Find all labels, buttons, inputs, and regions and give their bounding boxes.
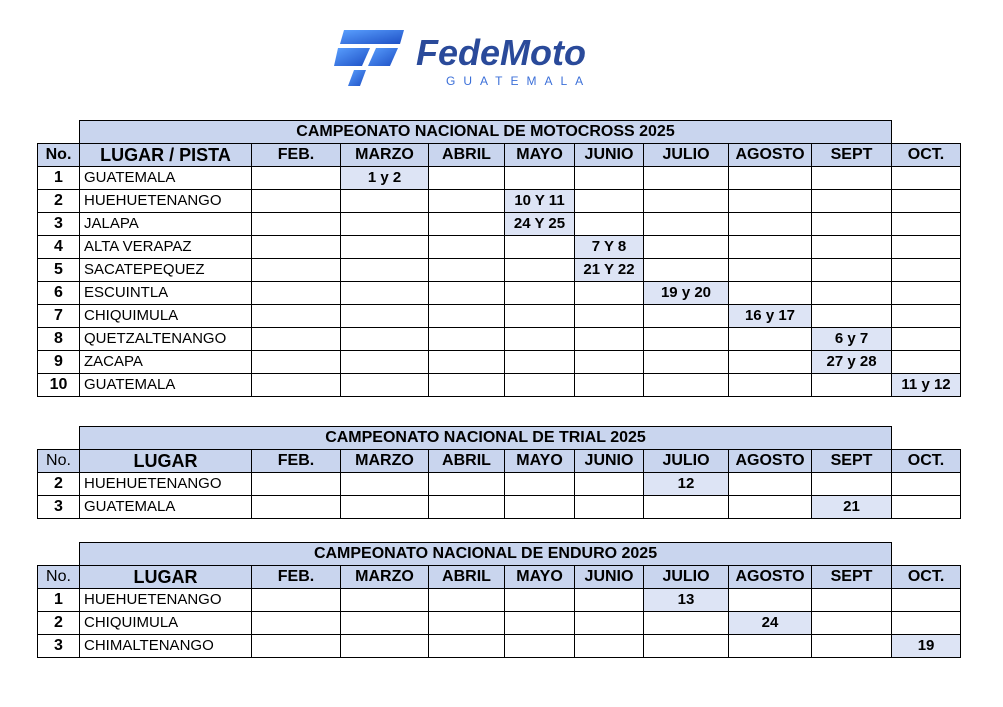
empty-cell bbox=[575, 612, 644, 635]
fedemoto-logo bbox=[332, 26, 632, 92]
empty-cell bbox=[812, 473, 892, 496]
row-number: 2 bbox=[38, 473, 80, 496]
empty-cell bbox=[341, 473, 429, 496]
empty-cell bbox=[252, 374, 341, 397]
empty-cell bbox=[729, 635, 812, 658]
column-header-month: JUNIO bbox=[575, 566, 644, 589]
empty-cell bbox=[505, 328, 575, 351]
empty-cell bbox=[341, 328, 429, 351]
empty-cell bbox=[429, 259, 505, 282]
empty-cell bbox=[575, 635, 644, 658]
empty-cell bbox=[644, 374, 729, 397]
column-header-place: LUGAR bbox=[80, 566, 252, 589]
column-header-no: No. bbox=[38, 144, 80, 167]
row-place: HUEHUETENANGO bbox=[80, 190, 252, 213]
empty-cell bbox=[892, 473, 961, 496]
empty-cell bbox=[429, 236, 505, 259]
empty-cell bbox=[252, 351, 341, 374]
column-header-month: AGOSTO bbox=[729, 144, 812, 167]
table-row bbox=[38, 496, 961, 519]
empty-cell bbox=[505, 282, 575, 305]
empty-cell bbox=[812, 259, 892, 282]
table-title: CAMPEONATO NACIONAL DE MOTOCROSS 2025 bbox=[80, 121, 892, 144]
empty-cell bbox=[341, 351, 429, 374]
empty-cell bbox=[644, 305, 729, 328]
empty-cell bbox=[341, 635, 429, 658]
empty-cell bbox=[812, 236, 892, 259]
empty-cell bbox=[505, 167, 575, 190]
empty-cell bbox=[252, 589, 341, 612]
table-row bbox=[38, 328, 961, 351]
empty-cell bbox=[575, 328, 644, 351]
empty-cell bbox=[812, 305, 892, 328]
row-place: QUETZALTENANGO bbox=[80, 328, 252, 351]
empty-cell bbox=[644, 635, 729, 658]
empty-cell bbox=[892, 167, 961, 190]
empty-cell bbox=[252, 305, 341, 328]
empty-cell bbox=[252, 328, 341, 351]
empty-cell bbox=[892, 589, 961, 612]
table-row bbox=[38, 190, 961, 213]
empty-cell bbox=[729, 167, 812, 190]
empty-cell bbox=[252, 213, 341, 236]
empty-cell bbox=[575, 496, 644, 519]
empty-cell bbox=[341, 305, 429, 328]
empty-cell bbox=[892, 282, 961, 305]
empty-cell bbox=[505, 496, 575, 519]
row-number: 2 bbox=[38, 190, 80, 213]
column-header-month: FEB. bbox=[252, 566, 341, 589]
empty-cell bbox=[644, 213, 729, 236]
empty-cell bbox=[729, 259, 812, 282]
empty-cell bbox=[505, 612, 575, 635]
empty-cell bbox=[575, 305, 644, 328]
motocross-schedule bbox=[37, 120, 960, 397]
empty-cell bbox=[892, 236, 961, 259]
column-header-month: MAYO bbox=[505, 566, 575, 589]
empty-cell bbox=[252, 635, 341, 658]
event-date-cell: 24 Y 25 bbox=[505, 213, 575, 236]
column-header-no: No. bbox=[38, 450, 80, 473]
column-header-month: FEB. bbox=[252, 144, 341, 167]
row-number: 1 bbox=[38, 589, 80, 612]
empty-cell bbox=[729, 190, 812, 213]
table-row bbox=[38, 236, 961, 259]
empty-cell bbox=[341, 612, 429, 635]
row-place: CHIQUIMULA bbox=[80, 305, 252, 328]
empty-cell bbox=[505, 236, 575, 259]
empty-cell bbox=[892, 351, 961, 374]
event-date-cell: 19 bbox=[892, 635, 961, 658]
empty-cell bbox=[575, 282, 644, 305]
column-header-place: LUGAR bbox=[80, 450, 252, 473]
column-header-month: MARZO bbox=[341, 566, 429, 589]
empty-cell bbox=[429, 612, 505, 635]
empty-cell bbox=[729, 496, 812, 519]
empty-cell bbox=[644, 612, 729, 635]
empty-cell bbox=[341, 374, 429, 397]
row-number: 3 bbox=[38, 496, 80, 519]
table-row bbox=[38, 167, 961, 190]
column-header-month: JULIO bbox=[644, 450, 729, 473]
empty-cell bbox=[429, 374, 505, 397]
empty-cell bbox=[429, 473, 505, 496]
event-date-cell: 7 Y 8 bbox=[575, 236, 644, 259]
empty-cell bbox=[812, 190, 892, 213]
header-row bbox=[38, 144, 961, 167]
empty-cell bbox=[729, 328, 812, 351]
empty-cell bbox=[252, 496, 341, 519]
event-date-cell: 6 y 7 bbox=[812, 328, 892, 351]
empty-cell bbox=[892, 496, 961, 519]
empty-cell bbox=[729, 236, 812, 259]
table-title: CAMPEONATO NACIONAL DE ENDURO 2025 bbox=[80, 543, 892, 566]
event-date-cell: 16 y 17 bbox=[729, 305, 812, 328]
row-place: SACATEPEQUEZ bbox=[80, 259, 252, 282]
column-header-month: JUNIO bbox=[575, 144, 644, 167]
empty-cell bbox=[575, 190, 644, 213]
column-header-month: ABRIL bbox=[429, 144, 505, 167]
row-number: 4 bbox=[38, 236, 80, 259]
empty-cell bbox=[812, 635, 892, 658]
event-date-cell: 1 y 2 bbox=[341, 167, 429, 190]
row-place: ZACAPA bbox=[80, 351, 252, 374]
empty-cell bbox=[505, 473, 575, 496]
enduro-schedule bbox=[37, 542, 960, 658]
empty-cell bbox=[341, 496, 429, 519]
column-header-place: LUGAR / PISTA bbox=[80, 144, 252, 167]
empty-cell bbox=[892, 612, 961, 635]
row-number: 1 bbox=[38, 167, 80, 190]
column-header-month: ABRIL bbox=[429, 450, 505, 473]
row-place: GUATEMALA bbox=[80, 496, 252, 519]
row-place: CHIQUIMULA bbox=[80, 612, 252, 635]
empty-cell bbox=[644, 328, 729, 351]
empty-cell bbox=[892, 305, 961, 328]
empty-cell bbox=[341, 589, 429, 612]
event-date-cell: 19 y 20 bbox=[644, 282, 729, 305]
empty-cell bbox=[341, 259, 429, 282]
empty-cell bbox=[812, 167, 892, 190]
empty-cell bbox=[429, 190, 505, 213]
logo-country: GUATEMALA bbox=[446, 74, 592, 88]
empty-cell bbox=[429, 351, 505, 374]
table-row bbox=[38, 351, 961, 374]
column-header-month: OCT. bbox=[892, 566, 961, 589]
empty-cell bbox=[252, 167, 341, 190]
table-row bbox=[38, 589, 961, 612]
header-row bbox=[38, 450, 961, 473]
table-row bbox=[38, 374, 961, 397]
empty-cell bbox=[729, 374, 812, 397]
row-number: 2 bbox=[38, 612, 80, 635]
column-header-month: MAYO bbox=[505, 450, 575, 473]
empty-cell bbox=[252, 236, 341, 259]
table-row bbox=[38, 473, 961, 496]
row-place: JALAPA bbox=[80, 213, 252, 236]
empty-cell bbox=[252, 259, 341, 282]
empty-cell bbox=[252, 612, 341, 635]
empty-cell bbox=[729, 351, 812, 374]
column-header-month: MAYO bbox=[505, 144, 575, 167]
empty-cell bbox=[341, 213, 429, 236]
empty-cell bbox=[505, 635, 575, 658]
header-row bbox=[38, 566, 961, 589]
empty-cell bbox=[505, 374, 575, 397]
row-number: 3 bbox=[38, 635, 80, 658]
table-row bbox=[38, 612, 961, 635]
empty-cell bbox=[505, 259, 575, 282]
event-date-cell: 10 Y 11 bbox=[505, 190, 575, 213]
empty-cell bbox=[575, 167, 644, 190]
empty-cell bbox=[575, 351, 644, 374]
event-date-cell: 27 y 28 bbox=[812, 351, 892, 374]
event-date-cell: 13 bbox=[644, 589, 729, 612]
fedemoto-logo-icon bbox=[332, 26, 406, 88]
row-place: CHIMALTENANGO bbox=[80, 635, 252, 658]
row-place: HUEHUETENANGO bbox=[80, 473, 252, 496]
empty-cell bbox=[429, 328, 505, 351]
empty-cell bbox=[812, 213, 892, 236]
empty-cell bbox=[429, 635, 505, 658]
column-header-no: No. bbox=[38, 566, 80, 589]
empty-cell bbox=[892, 259, 961, 282]
column-header-month: FEB. bbox=[252, 450, 341, 473]
row-number: 9 bbox=[38, 351, 80, 374]
column-header-month: MARZO bbox=[341, 144, 429, 167]
empty-cell bbox=[644, 236, 729, 259]
trial-schedule bbox=[37, 426, 960, 519]
empty-cell bbox=[252, 473, 341, 496]
row-number: 5 bbox=[38, 259, 80, 282]
table-title: CAMPEONATO NACIONAL DE TRIAL 2025 bbox=[80, 427, 892, 450]
row-place: HUEHUETENANGO bbox=[80, 589, 252, 612]
empty-cell bbox=[575, 589, 644, 612]
table-row bbox=[38, 213, 961, 236]
table-row bbox=[38, 305, 961, 328]
row-place: ALTA VERAPAZ bbox=[80, 236, 252, 259]
empty-cell bbox=[812, 612, 892, 635]
column-header-month: JULIO bbox=[644, 566, 729, 589]
empty-cell bbox=[505, 305, 575, 328]
row-number: 3 bbox=[38, 213, 80, 236]
column-header-month: JULIO bbox=[644, 144, 729, 167]
empty-cell bbox=[252, 190, 341, 213]
empty-cell bbox=[812, 282, 892, 305]
event-date-cell: 12 bbox=[644, 473, 729, 496]
column-header-month: AGOSTO bbox=[729, 450, 812, 473]
event-date-cell: 21 bbox=[812, 496, 892, 519]
empty-cell bbox=[644, 167, 729, 190]
table-row bbox=[38, 259, 961, 282]
empty-cell bbox=[341, 236, 429, 259]
empty-cell bbox=[892, 213, 961, 236]
empty-cell bbox=[575, 213, 644, 236]
row-place: GUATEMALA bbox=[80, 167, 252, 190]
empty-cell bbox=[505, 351, 575, 374]
empty-cell bbox=[644, 496, 729, 519]
event-date-cell: 24 bbox=[729, 612, 812, 635]
event-date-cell: 11 y 12 bbox=[892, 374, 961, 397]
empty-cell bbox=[429, 167, 505, 190]
column-header-month: ABRIL bbox=[429, 566, 505, 589]
logo-wordmark: FedeMoto bbox=[416, 32, 586, 73]
empty-cell bbox=[341, 282, 429, 305]
column-header-month: AGOSTO bbox=[729, 566, 812, 589]
table-row bbox=[38, 635, 961, 658]
column-header-month: MARZO bbox=[341, 450, 429, 473]
column-header-month: OCT. bbox=[892, 450, 961, 473]
row-number: 10 bbox=[38, 374, 80, 397]
empty-cell bbox=[729, 589, 812, 612]
empty-cell bbox=[429, 305, 505, 328]
empty-cell bbox=[429, 496, 505, 519]
empty-cell bbox=[892, 328, 961, 351]
column-header-month: OCT. bbox=[892, 144, 961, 167]
empty-cell bbox=[575, 473, 644, 496]
empty-cell bbox=[429, 213, 505, 236]
event-date-cell: 21 Y 22 bbox=[575, 259, 644, 282]
empty-cell bbox=[575, 374, 644, 397]
empty-cell bbox=[644, 190, 729, 213]
row-place: ESCUINTLA bbox=[80, 282, 252, 305]
row-number: 7 bbox=[38, 305, 80, 328]
row-place: GUATEMALA bbox=[80, 374, 252, 397]
empty-cell bbox=[812, 374, 892, 397]
row-number: 8 bbox=[38, 328, 80, 351]
empty-cell bbox=[429, 282, 505, 305]
empty-cell bbox=[892, 190, 961, 213]
empty-cell bbox=[429, 589, 505, 612]
empty-cell bbox=[729, 213, 812, 236]
table-row bbox=[38, 282, 961, 305]
empty-cell bbox=[505, 589, 575, 612]
empty-cell bbox=[252, 282, 341, 305]
column-header-month: SEPT bbox=[812, 144, 892, 167]
empty-cell bbox=[812, 589, 892, 612]
column-header-month: SEPT bbox=[812, 566, 892, 589]
empty-cell bbox=[644, 259, 729, 282]
row-number: 6 bbox=[38, 282, 80, 305]
empty-cell bbox=[644, 351, 729, 374]
empty-cell bbox=[729, 473, 812, 496]
column-header-month: JUNIO bbox=[575, 450, 644, 473]
empty-cell bbox=[729, 282, 812, 305]
column-header-month: SEPT bbox=[812, 450, 892, 473]
empty-cell bbox=[341, 190, 429, 213]
